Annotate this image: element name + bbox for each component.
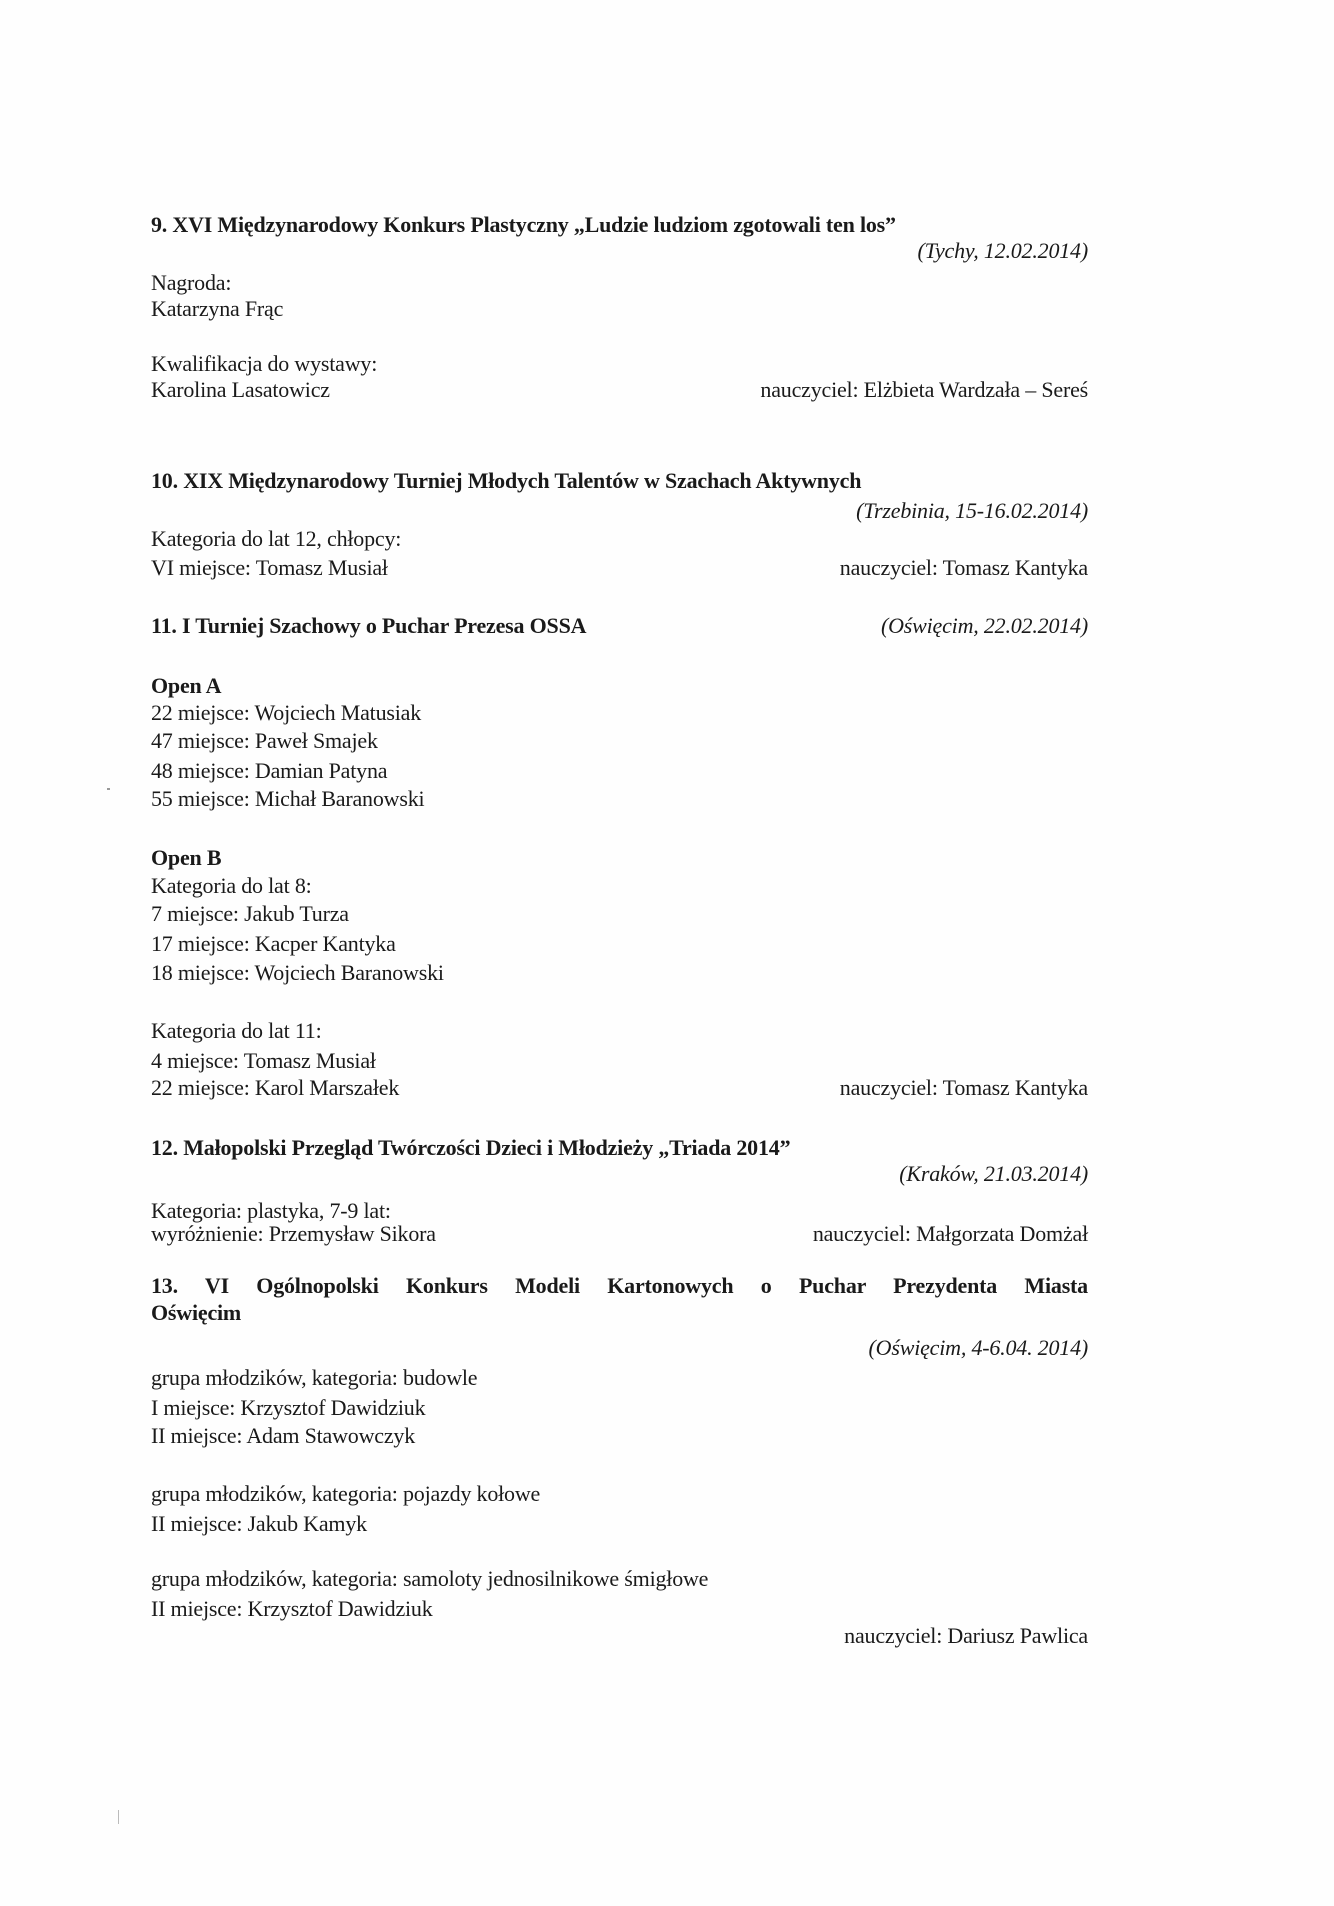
- open-b-line: Kategoria do lat 8:: [151, 873, 312, 898]
- section-9-line: Kwalifikacja do wystawy:: [151, 351, 378, 376]
- section-12-heading: 12. Małopolski Przegląd Twórczości Dzieci i Młodzieży „Triada 2014”: [151, 1135, 791, 1160]
- section-13-line: II miejsce: Jakub Kamyk: [151, 1511, 367, 1536]
- section-10-line: VI miejsce: Tomasz Musiał: [151, 555, 388, 580]
- section-10-place-date: (Trzebinia, 15-16.02.2014): [856, 498, 1088, 523]
- section-10-teacher: nauczyciel: Tomasz Kantyka: [839, 555, 1088, 580]
- scan-speck: [118, 1810, 119, 1824]
- section-10-line: Kategoria do lat 12, chłopcy:: [151, 526, 402, 551]
- section-13-place-date: (Oświęcim, 4-6.04. 2014): [868, 1335, 1088, 1360]
- open-b-line: 17 miejsce: Kacper Kantyka: [151, 931, 396, 956]
- section-12-line: Kategoria: plastyka, 7-9 lat:: [151, 1198, 391, 1223]
- section-13-line: II miejsce: Krzysztof Dawidziuk: [151, 1596, 433, 1621]
- scan-speck: [107, 788, 110, 790]
- section-12-teacher: nauczyciel: Małgorzata Domżał: [812, 1221, 1088, 1246]
- open-b-line: 18 miejsce: Wojciech Baranowski: [151, 960, 444, 985]
- section-13-line: grupa młodzików, kategoria: budowle: [151, 1365, 478, 1390]
- open-b-line: Kategoria do lat 11:: [151, 1018, 322, 1043]
- section-13-heading: 13. VI Ogólnopolski Konkurs Modeli Kartonowych o Puchar Prezydenta Miasta: [151, 1273, 1088, 1298]
- section-9-heading: 9. XVI Międzynarodowy Konkurs Plastyczny „Ludzie ludziom zgotowali ten los”: [151, 212, 896, 237]
- section-13-line: grupa młodzików, kategoria: pojazdy kołowe: [151, 1481, 541, 1506]
- open-b-line: 4 miejsce: Tomasz Musiał: [151, 1048, 376, 1073]
- open-b-line: 22 miejsce: Karol Marszałek: [151, 1075, 400, 1100]
- open-a-line: 48 miejsce: Damian Patyna: [151, 758, 388, 783]
- section-11-teacher: nauczyciel: Tomasz Kantyka: [839, 1075, 1088, 1100]
- section-9-line: Karolina Lasatowicz: [151, 377, 330, 402]
- open-a-title: Open A: [151, 673, 222, 698]
- section-13-line: grupa młodzików, kategoria: samoloty jednosilnikowe śmigłowe: [151, 1566, 709, 1591]
- section-12-place-date: (Kraków, 21.03.2014): [899, 1161, 1088, 1186]
- open-a-line: 22 miejsce: Wojciech Matusiak: [151, 700, 422, 725]
- section-9-teacher: nauczyciel: Elżbieta Wardzała – Sereś: [760, 377, 1088, 402]
- section-13-heading-cont: Oświęcim: [151, 1300, 242, 1325]
- open-b-line: 7 miejsce: Jakub Turza: [151, 901, 349, 926]
- section-13-line: I miejsce: Krzysztof Dawidziuk: [151, 1395, 426, 1420]
- section-13-teacher: nauczyciel: Dariusz Pawlica: [844, 1623, 1088, 1648]
- open-a-line: 47 miejsce: Paweł Smajek: [151, 728, 378, 753]
- section-10-heading: 10. XIX Międzynarodowy Turniej Młodych Talentów w Szachach Aktywnych: [151, 468, 862, 493]
- section-13-line: II miejsce: Adam Stawowczyk: [151, 1423, 416, 1448]
- open-a-line: 55 miejsce: Michał Baranowski: [151, 786, 425, 811]
- section-9-line: Katarzyna Frąc: [151, 296, 284, 321]
- section-9-line: Nagroda:: [151, 270, 232, 295]
- section-11-place-date: (Oświęcim, 22.02.2014): [880, 613, 1088, 638]
- section-11-heading: 11. I Turniej Szachowy o Puchar Prezesa OSSA: [151, 613, 587, 638]
- section-12-line: wyróżnienie: Przemysław Sikora: [151, 1221, 436, 1246]
- open-b-title: Open B: [151, 845, 222, 870]
- section-9-place-date: (Tychy, 12.02.2014): [917, 238, 1088, 263]
